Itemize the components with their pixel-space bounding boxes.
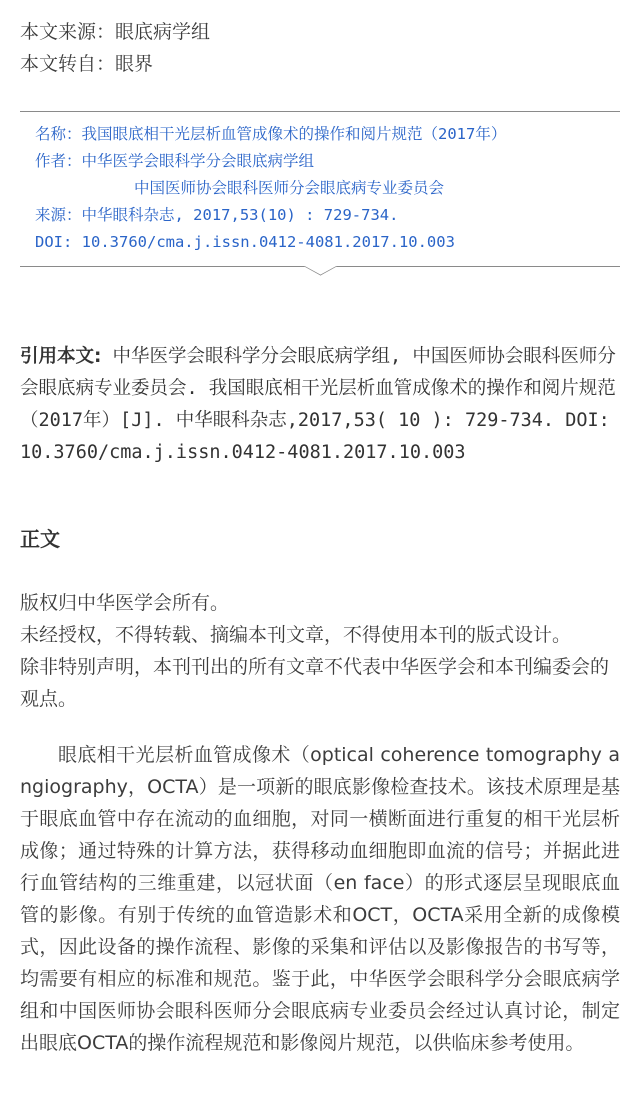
body-paragraph-1: 眼底相干光层析血管成像术（optical coherence tomography angiography，OCTA）是一项新的眼底影像检查技术。该技术原理是基于眼底血管中存在流动的血细胞，对同一横断面进行重复的相干光层析成像；通过特殊的计算方法，获得移动血细胞即血流的信号；并据此进行血管结构的三维重建，以冠状面（en face）的形式逐层呈现眼底血管的影像。有别于传统的血管造影术和OCT，OCTA采用全新的成像模式，因此设备的操作流程、影像的采集和评估以及影像报告的书写等，均需要有相应的标准和规范。鉴于此，中华医学会眼科学分会眼底病学组和中国医师协会眼科医师分会眼底病专业委员会经过认真讨论，制定出眼底OCTA的操作流程规范和影像阅片规范，以供临床参考使用。 — [20, 744, 620, 1054]
citation-label: 引用本文: — [20, 346, 102, 367]
reference-author-secondary: 中国医师协会眼科医师分会眼底病专业委员会 — [134, 179, 445, 197]
copyright-line-3: 除非特别声明，本刊刊出的所有文章不代表中华医学会和本刊编委会的观点。 — [20, 656, 610, 710]
article-source: 本文来源：眼底病学组 — [20, 21, 211, 43]
reference-source: 来源：中华眼科杂志, 2017,53(10) : 729-734. — [35, 206, 399, 224]
article-repost-source: 本文转自：眼界 — [20, 53, 154, 75]
copyright-line-1: 版权归中华医学会所有。 — [20, 592, 230, 614]
citation-block — [20, 341, 620, 469]
reference-card — [20, 111, 620, 267]
reference-author: 作者：中华医学会眼科学分会眼底病学组 — [35, 152, 315, 170]
reference-doi: DOI: 10.3760/cma.j.issn.0412-4081.2017.10.003 — [35, 233, 455, 251]
reference-name: 名称：我国眼底相干光层析血管成像术的操作和阅片规范（2017年） — [35, 125, 507, 143]
citation-text: 中华医学会眼科学分会眼底病学组, 中国医师协会眼科医师分会眼底病专业委员会. 我国眼底相干光层析血管成像术的操作和阅片规范（2017年）[J]. 中华眼科杂志,2017,53( 10 ): 729-734. DOI: 10.3760/cma.j.issn.0412-4081.2017.10.003 — [20, 346, 616, 463]
copyright-notice — [20, 587, 620, 715]
section-title: 正文 — [20, 527, 60, 551]
card-notch-decoration — [304, 258, 337, 276]
copyright-line-2: 未经授权，不得转载、摘编本刊文章，不得使用本刊的版式设计。 — [20, 624, 572, 646]
